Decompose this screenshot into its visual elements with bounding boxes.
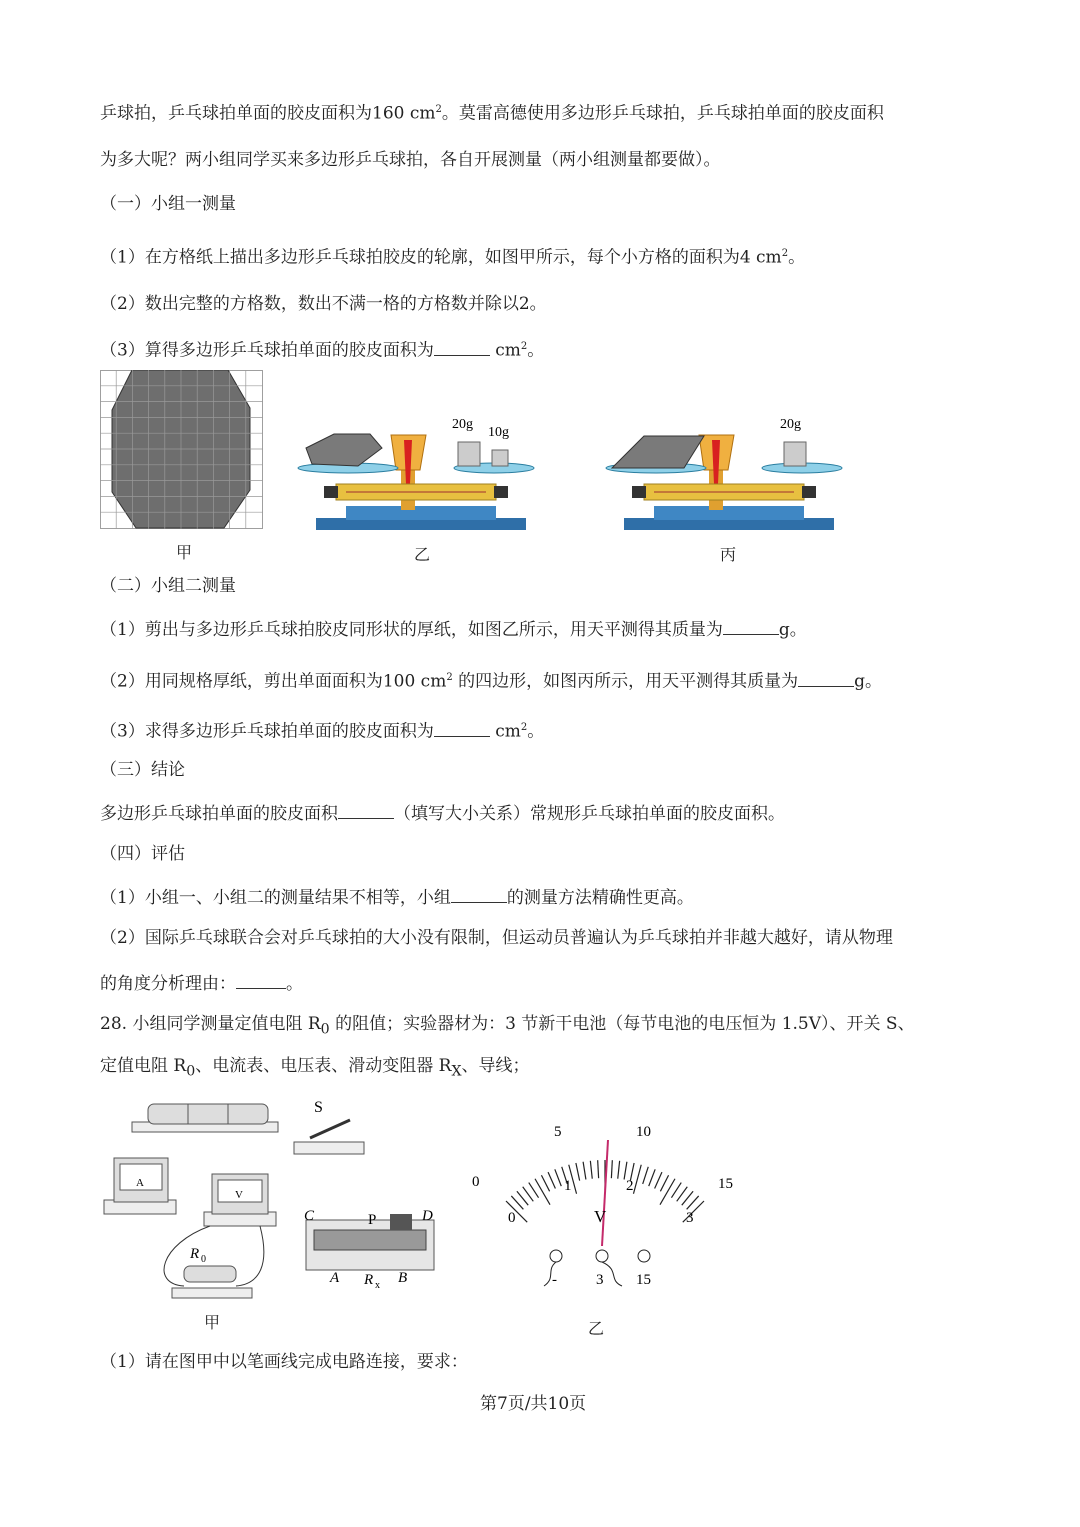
weight-20g xyxy=(784,442,806,466)
section-1-title: （一）小组一测量 xyxy=(100,194,236,214)
rheostat-rx-label: R xyxy=(364,1272,374,1288)
meter-tick xyxy=(633,1165,641,1194)
answer-blank[interactable] xyxy=(236,970,286,989)
meter-tick xyxy=(517,1191,528,1205)
meter-tick xyxy=(576,1163,580,1181)
s3-item1 xyxy=(100,800,785,826)
text: 定值电阻 R xyxy=(100,1056,187,1076)
sub: 0 xyxy=(186,1063,196,1080)
voltmeter-label: V xyxy=(235,1189,243,1201)
figure-voltmeter-scale xyxy=(460,1110,750,1290)
section-4-title: （四）评估 xyxy=(100,844,185,864)
meter-tick xyxy=(555,1169,561,1186)
text: 的阻值；实验器材为：3 节新干电池（每节电池的电压恒为 1.5V）、开关 S、 xyxy=(335,1014,915,1034)
text: 。 xyxy=(527,721,545,742)
weight-20g xyxy=(458,442,480,466)
question-28-line1 xyxy=(100,1012,915,1041)
question-28-line2 xyxy=(100,1054,530,1083)
text: （3）求得多边形乒乓球拍单面的胶皮面积为 xyxy=(100,721,434,742)
answer-blank[interactable] xyxy=(798,668,854,687)
text: （1）小组一、小组二的测量结果不相等，小组 xyxy=(100,888,451,908)
meter-tick xyxy=(660,1179,675,1205)
sub: 0 xyxy=(320,1021,330,1038)
meter-bottom-label-2: 2 xyxy=(626,1178,634,1194)
weight-label-10g: 10g xyxy=(488,425,509,440)
meter-unit-label: V xyxy=(594,1207,607,1226)
line-1 xyxy=(100,98,884,126)
switch-label: S xyxy=(314,1099,323,1116)
cardboard-quadrilateral xyxy=(612,436,704,468)
answer-blank[interactable] xyxy=(723,616,779,635)
figure-label-jia: 甲 xyxy=(176,543,193,562)
meter-tick xyxy=(643,1167,649,1184)
terminal-label-15: 15 xyxy=(636,1272,651,1288)
terminal-c-label: C xyxy=(304,1208,315,1224)
line-2: 为多大呢？两小组同学买来多边形乒乓球拍，各自开展测量（两小组测量都要做）。 xyxy=(100,150,721,170)
meter-top-label-5: 5 xyxy=(554,1124,562,1140)
answer-blank[interactable] xyxy=(434,718,490,737)
text: （3）算得多边形乒乓球拍单面的胶皮面积为 xyxy=(100,340,434,361)
resistor-r0-sub: 0 xyxy=(201,1254,206,1265)
answer-blank[interactable] xyxy=(434,337,490,356)
sup: 2 xyxy=(435,104,442,115)
terminal-15 xyxy=(638,1250,650,1262)
text: 的测量方法精确性更高。 xyxy=(506,888,694,908)
s4-item1 xyxy=(100,884,694,910)
text: （2）用同规格厚纸，剪出单面面积为100 cm xyxy=(100,671,447,692)
meter-top-label-15: 15 xyxy=(718,1176,733,1192)
meter-tick xyxy=(583,1162,586,1180)
meter-tick xyxy=(671,1183,681,1198)
s4-item2: （2）国际乒乓球联合会对乒乓球拍的大小没有限制，但运动员普遍认为乒乓球拍并非越大越好，请从物理 xyxy=(100,928,893,948)
meter-bottom-label-3: 3 xyxy=(686,1210,694,1226)
figure-label-yi-meter: 乙 xyxy=(588,1319,605,1338)
q28-item1: （1）请在图甲中以笔画线完成电路连接，要求： xyxy=(100,1352,468,1372)
text: （填写大小关系）常规形乒乓球拍单面的胶皮面积。 xyxy=(394,804,785,824)
slider-p-label: P xyxy=(368,1212,377,1228)
meter-tick xyxy=(598,1160,599,1178)
meter-top-label-0: 0 xyxy=(472,1174,480,1190)
sup: 2 xyxy=(520,722,528,733)
meter-tick xyxy=(649,1169,655,1186)
text: （1）在方格纸上描出多边形乒乓球拍胶皮的轮廓，如图甲所示，每个小方格的面积为4 cm xyxy=(100,247,782,268)
meter-tick xyxy=(590,1161,592,1179)
figure-balance-bing xyxy=(604,400,849,535)
text: 的角度分析理由： xyxy=(100,974,236,994)
terminal-3 xyxy=(596,1250,608,1262)
text: （1）剪出与多边形乒乓球拍胶皮同形状的厚纸，如图乙所示，用天平测得其质量为 xyxy=(100,620,723,640)
meter-tick xyxy=(529,1183,539,1198)
terminal-a-label: A xyxy=(330,1270,340,1286)
text: 、电流表、电压表、滑动变阻器 R xyxy=(195,1056,452,1076)
sup: 2 xyxy=(781,248,789,259)
meter-tick xyxy=(682,1191,693,1205)
text: 多边形乒乓球拍单面的胶皮面积 xyxy=(100,804,338,824)
meter-top-label-10: 10 xyxy=(636,1124,651,1140)
meter-tick xyxy=(624,1162,627,1180)
text: 。 xyxy=(286,974,303,994)
meter-tick xyxy=(618,1161,620,1179)
figure-label-yi: 乙 xyxy=(414,545,431,564)
meter-tick xyxy=(677,1187,688,1202)
terminal-d-label: D xyxy=(422,1208,433,1224)
section-3-title: （三）结论 xyxy=(100,760,185,780)
meter-tick xyxy=(541,1175,549,1191)
text: 。 xyxy=(527,340,545,361)
figure-circuit-components xyxy=(100,1094,445,1330)
text: 。 xyxy=(788,247,806,268)
cardboard-piece xyxy=(306,434,382,466)
s1-item2: （2）数出完整的方格数，数出不满一格的方格数并除以2。 xyxy=(100,294,547,314)
resistor-r0-label: R xyxy=(190,1246,200,1262)
meter-tick xyxy=(655,1172,662,1188)
answer-blank[interactable] xyxy=(338,800,394,819)
sup: 2 xyxy=(446,672,453,683)
weight-label-20g: 20g xyxy=(780,417,801,432)
weight-10g xyxy=(492,450,508,466)
sub: X xyxy=(451,1063,462,1080)
figure-grid xyxy=(100,370,264,530)
s1-item1 xyxy=(100,242,805,270)
meter-tick xyxy=(548,1172,555,1188)
text: 的四边形，如图丙所示，用天平测得其质量为 xyxy=(458,671,799,692)
terminal-label-negative: - xyxy=(552,1272,557,1288)
figure-label-jia-circuit: 甲 xyxy=(204,1313,221,1332)
s4-item3 xyxy=(100,970,303,996)
terminal-negative xyxy=(550,1250,562,1262)
text: 、导线； xyxy=(461,1056,530,1076)
terminal-b-label: B xyxy=(398,1270,408,1286)
terminal-label-3: 3 xyxy=(596,1272,604,1288)
text: g。 xyxy=(854,671,882,692)
figure-label-bing: 丙 xyxy=(720,545,737,564)
meter-tick xyxy=(535,1179,550,1205)
ammeter-label: A xyxy=(136,1177,144,1189)
section-2-title: （二）小组二测量 xyxy=(100,576,236,596)
text: 乒球拍，乒乓球拍单面的胶皮面积为160 cm xyxy=(100,103,436,124)
page-footer: 第7页/共10页 xyxy=(480,1394,587,1414)
s2-item1 xyxy=(100,616,807,642)
answer-blank[interactable] xyxy=(451,884,507,903)
rheostat-rx-sub: x xyxy=(375,1280,380,1291)
s1-item3 xyxy=(100,335,544,363)
sup: 2 xyxy=(520,341,528,352)
text: 28. 小组同学测量定值电阻 R xyxy=(100,1014,321,1034)
text: g。 xyxy=(778,620,807,640)
meter-tick xyxy=(523,1187,534,1202)
meter-tick xyxy=(660,1175,668,1191)
s2-item2 xyxy=(100,666,882,694)
meter-bottom-label-1: 1 xyxy=(564,1178,572,1194)
meter-tick xyxy=(611,1160,612,1178)
weight-label-20g: 20g xyxy=(452,417,473,432)
s2-item3 xyxy=(100,716,544,744)
text: cm xyxy=(495,721,521,742)
meter-bottom-label-0: 0 xyxy=(508,1210,516,1226)
text: cm xyxy=(495,340,521,361)
text: 。莫雷高德使用多边形乒乓球拍，乒乓球拍单面的胶皮面积 xyxy=(441,103,884,124)
figure-balance-yi xyxy=(296,400,536,535)
meter-pointer xyxy=(602,1140,608,1246)
